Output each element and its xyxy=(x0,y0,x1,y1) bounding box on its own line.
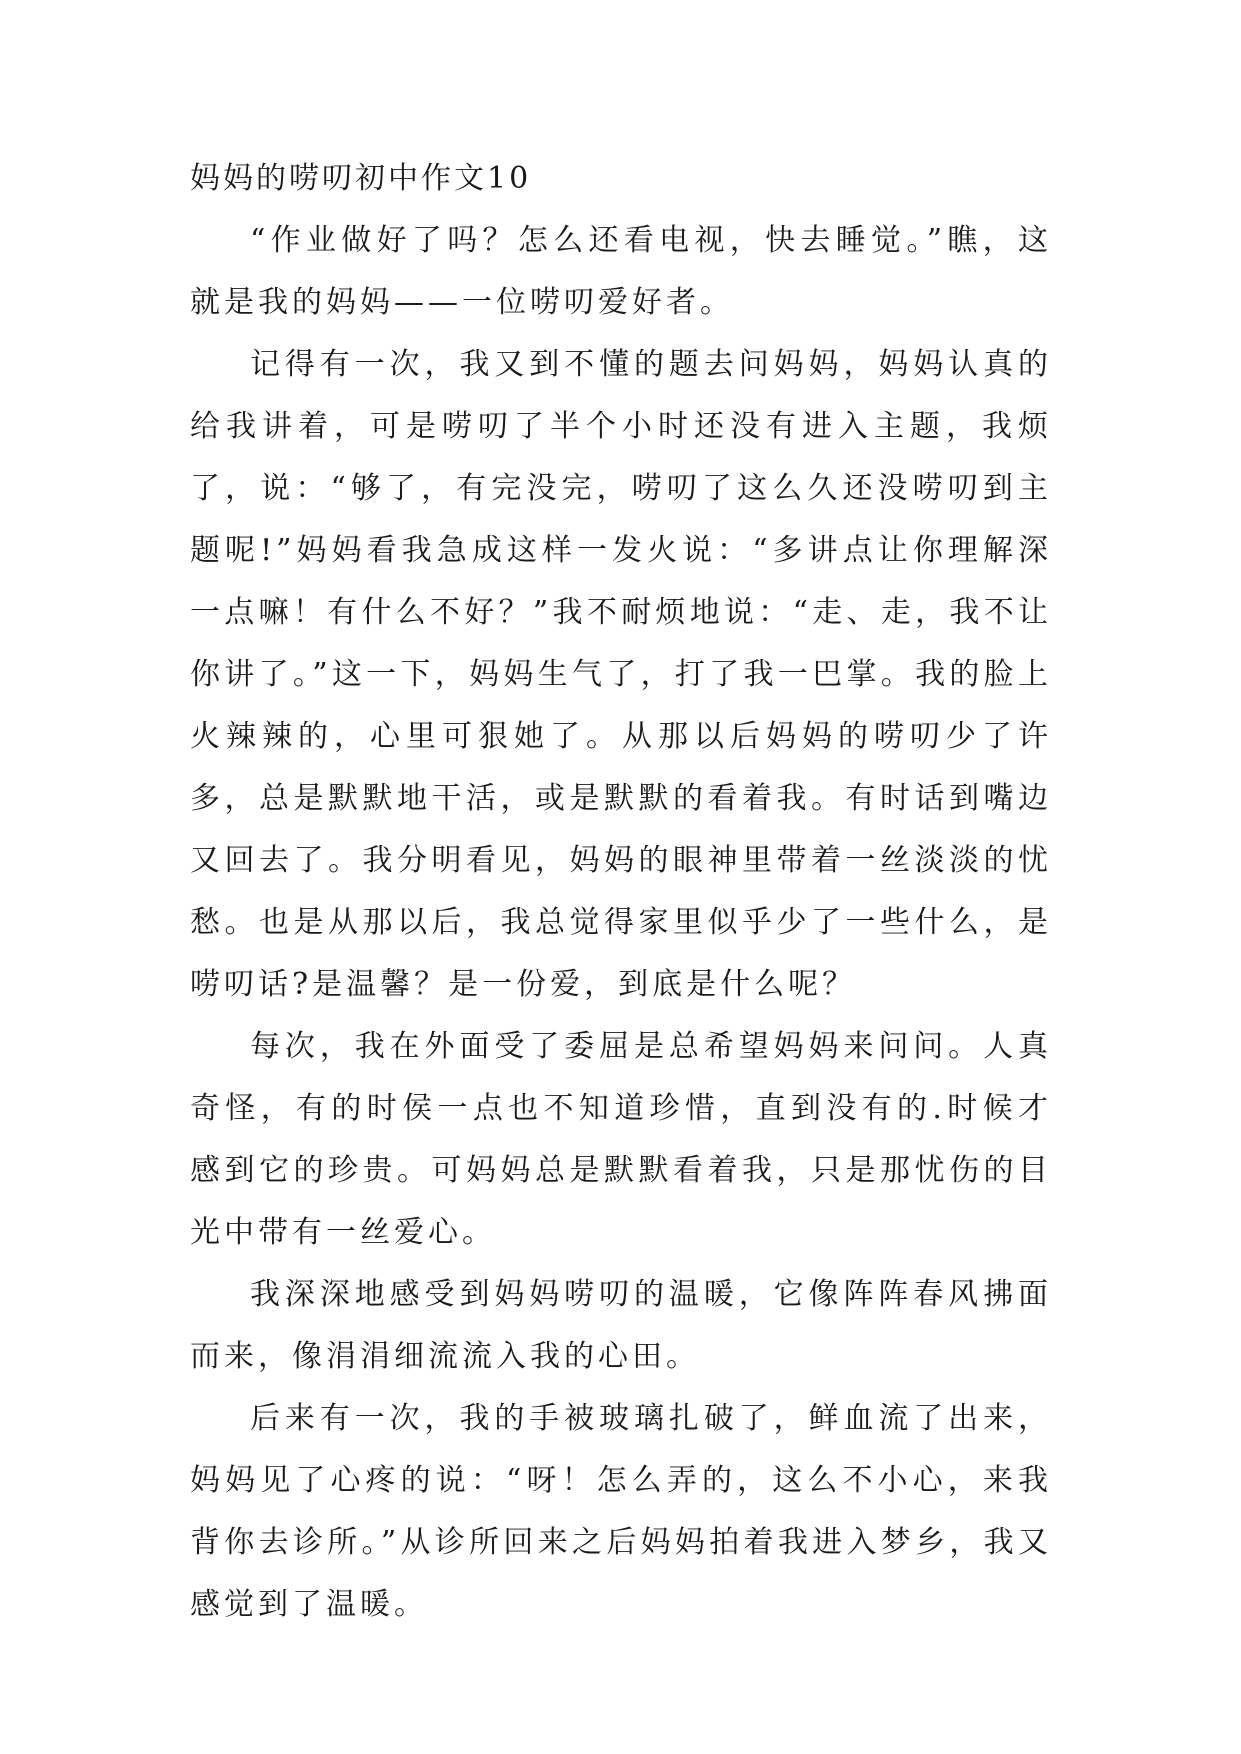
paragraph: 我深深地感受到妈妈唠叨的温暖，它像阵阵春风拂面而来，像涓涓细流流入我的心田。 xyxy=(190,1277,1052,1374)
paragraph: 每次，我在外面受了委屈是总希望妈妈来问问。人真奇怪，有的时侯一点也不知道珍惜，直到没有的.时候才感到它的珍贵。可妈妈总是默默看着我，只是那忧伤的目光中带有一丝爱心。 xyxy=(190,1029,1052,1250)
paragraph: 记得有一次，我又到不懂的题去问妈妈，妈妈认真的给我讲着，可是唠叨了半个小时还没有进入主题，我烦了，说：“够了，有完没完，唠叨了这么久还没唠叨到主题呢!”妈妈看我急成这样一发火说：“多讲点让你理解深一点嘛！有什么不好？”我不耐烦地说：“走、走，我不让你讲了。”这一下，妈妈生气了，打了我一巴掌。我的脸上火辣辣的，心里可狠她了。从那以后妈妈的唠叨少了许多，总是默默地干活，或是默默的看着我。有时话到嘴边又回去了。我分明看见，妈妈的眼神里带着一丝淡淡的忧愁。也是从那以后，我总觉得家里似乎少了一些什么，是唠叨话?是温馨？是一份爱，到底是什么呢？ xyxy=(190,347,1052,1002)
paragraph: 后来有一次，我的手被玻璃扎破了，鲜血流了出来，妈妈见了心疼的说：“呀！怎么弄的，这么不小心，来我背你去诊所。”从诊所回来之后妈妈拍着我进入梦乡，我又感觉到了温暖。 xyxy=(190,1401,1052,1622)
paragraph: “作业做好了吗？怎么还看电视，快去睡觉。”瞧，这就是我的妈妈——一位唠叨爱好者。 xyxy=(190,223,1052,320)
document-body xyxy=(190,148,1052,1636)
document-title: 妈妈的唠叨初中作文10 xyxy=(190,161,532,196)
